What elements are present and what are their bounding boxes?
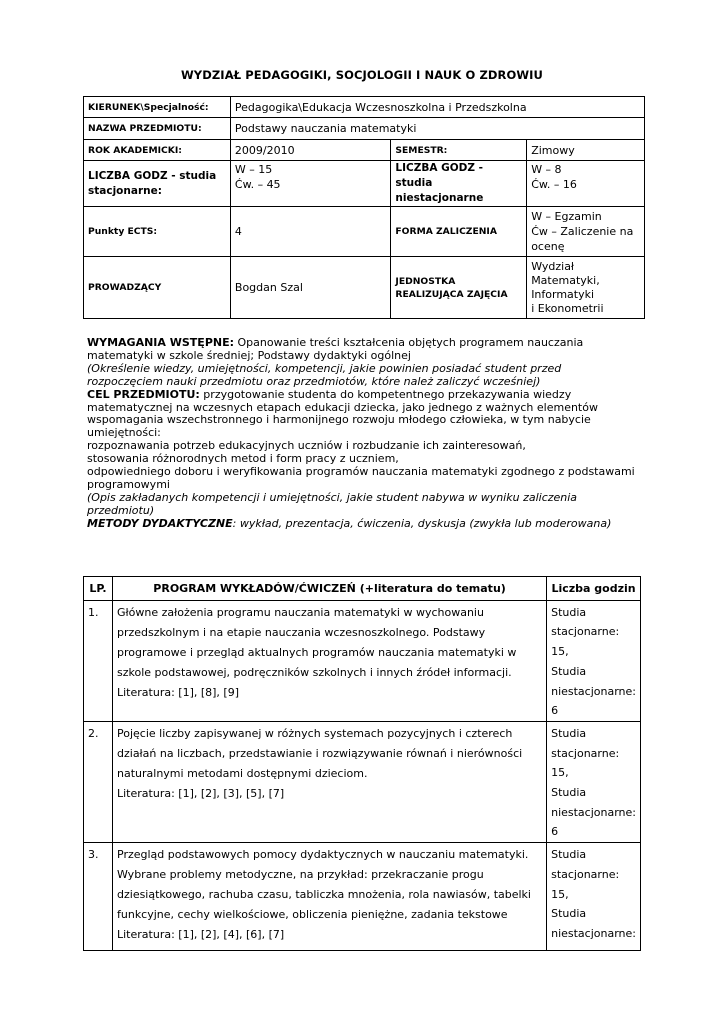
godz-niestac-label-line: LICZBA GODZ - studia <box>395 162 483 189</box>
przedmiot-value: Podstawy nauczania matematyki <box>230 118 644 140</box>
wymagania-note: rozpoczęciem nauki przedmiotu oraz przedmiotów, które należ zaliczyć wcześniej) <box>87 374 541 388</box>
row-line: działań na liczbach, przedstawianie i rozwiązywanie równań i nierówności <box>117 746 523 760</box>
page-title: WYDZIAŁ PEDAGOGIKI, SOCJOLOGII I NAUK O ZDROWIU <box>181 68 543 82</box>
row-hours-line: Studia <box>551 664 587 678</box>
wymagania-note: (Określenie wiedzy, umiejętności, kompetencji, jakie powinien posiadać student przed <box>87 361 562 375</box>
forma-c: ocenę <box>531 240 565 253</box>
cel-line <box>87 389 647 402</box>
semestr-value: Zimowy <box>527 140 645 161</box>
cel-line: matematycznej na wczesnych etapach edukacji dziecka, jako jednego z ważnych elementów <box>87 400 598 414</box>
prowadzacy-value: Bogdan Szal <box>230 257 391 319</box>
row-line: Pojęcie liczby zapisywanej w różnych systemach pozycyjnych i czterech <box>117 726 513 740</box>
godz-stac-value <box>230 161 391 207</box>
row-line: naturalnymi metodami dostępnymi dzieciom. <box>117 766 368 780</box>
row-lp: 1. <box>84 600 113 721</box>
godz-stac-label-line: LICZBA GODZ - studia <box>88 169 217 182</box>
godz-niestac-value <box>527 161 645 207</box>
rok-label: ROK AKADEMICKI: <box>84 140 231 161</box>
wymagania-line <box>87 337 647 350</box>
row-line: Wybrane problemy metodyczne, na przykład: przekraczanie progu <box>117 868 484 882</box>
row-line: Główne założenia programu nauczania matematyki w wychowaniu <box>117 605 484 619</box>
jednostka-label <box>391 257 527 319</box>
row-line: szkole podstawowej, podręczników szkolnych i innych źródeł informacji. <box>117 665 512 679</box>
metody-text: : wykład, prezentacja, ćwiczenia, dyskusja (zwykła lub moderowana) <box>232 516 612 530</box>
table-row <box>84 843 641 951</box>
row-hours-line: stacjonarne: <box>551 746 620 760</box>
jednostka-label-line: JEDNOSTKA <box>395 275 456 287</box>
jednostka-line: Wydział <box>531 259 575 273</box>
row-hours <box>547 721 641 842</box>
godz-niestac-c: Ćw. – 16 <box>531 178 577 191</box>
row-line: dziesiątkowego, rachuba czasu, tabliczka mnożenia, rola nawiasów, tabelki <box>117 888 531 902</box>
jednostka-line: Informatyki <box>531 287 595 301</box>
cel-line: wspomagania wszechstronnego i harmonijnego rozwoju młodego człowieka, w tym nabycie <box>87 413 591 427</box>
col-lp-header: LP. <box>84 577 113 601</box>
godz-stac-w: W – 15 <box>234 163 273 176</box>
row-line: Literatura: [1], [2], [4], [6], [7] <box>117 928 285 942</box>
jednostka-line: i Ekonometrii <box>531 301 604 315</box>
row-hours-line: Studia <box>551 726 587 740</box>
row-hours-line: 15, <box>551 645 569 659</box>
row-hours-line: 6 <box>551 704 559 718</box>
jednostka-line: Matematyki, <box>531 273 600 287</box>
row-hours-line: stacjonarne: <box>551 625 620 639</box>
cel-line: programowymi <box>87 477 170 491</box>
jednostka-value <box>527 257 645 319</box>
row-line: Przegląd podstawowych pomocy dydaktycznych w nauczaniu matematyki. <box>117 848 529 862</box>
col-hours-header: Liczba godzin <box>547 577 641 601</box>
table-row <box>84 600 641 721</box>
forma-w: W – Egzamin <box>531 210 602 223</box>
wymagania-label: WYMAGANIA WSTĘPNE: <box>87 336 234 349</box>
row-hours-line: Studia <box>551 848 587 862</box>
forma-value <box>527 207 645 257</box>
cel-text: przygotowanie studenta do kompetentnego przekazywania wiedzy <box>199 387 572 401</box>
cel-note: (Opis zakładanych kompetencji i umiejętności, jakie student nabywa w wyniku zaliczenia <box>87 490 578 504</box>
cel-line: stosowania różnorodnych metod i form pracy z uczniem, <box>87 452 399 466</box>
row-hours-line: niestacjonarne: <box>551 805 636 819</box>
row-hours-line: niestacjonarne: <box>551 926 636 940</box>
row-hours-line: Studia <box>551 786 587 800</box>
row-line: przedszkolnym i na etapie nauczania wczesnoszkolnego. Podstawy <box>117 625 486 639</box>
godz-niestac-label-line: niestacjonarne <box>395 192 484 204</box>
row-hours <box>547 843 641 951</box>
row-line: funkcyjne, cechy wielkościowe, obliczenia pieniężne, zadania tekstowe <box>117 908 508 922</box>
kierunek-value: Pedagogika\Edukacja Wczesnoszkolna i Przedszkolna <box>230 97 644 118</box>
program-table <box>83 576 641 951</box>
wymagania-line: matematyki w szkole średniej; Podstawy dydaktyki ogólnej <box>87 348 411 362</box>
row-lp: 3. <box>84 843 113 951</box>
ects-label: Punkty ECTS: <box>84 207 231 257</box>
row-description <box>113 721 547 842</box>
cel-line: odpowiedniego doboru i weryfikowania programów nauczania matematyki zgodnego z podstawami <box>87 465 635 479</box>
forma-label: FORMA ZALICZENIA <box>391 207 527 257</box>
ects-value: 4 <box>230 207 391 257</box>
row-hours-line: Studia <box>551 605 587 619</box>
forma-c: Ćw – Zaliczenie na <box>531 225 634 238</box>
row-hours <box>547 600 641 721</box>
wymagania-text: Opanowanie treści kształcenia objętych programem nauczania <box>234 336 584 349</box>
godz-stac-c: Ćw. – 45 <box>234 178 281 191</box>
course-info-table <box>83 96 645 319</box>
metody-line <box>87 518 647 531</box>
col-program-header: PROGRAM WYKŁADÓW/ĆWICZEŃ (+literatura do tematu) <box>113 577 547 601</box>
row-hours-line: stacjonarne: <box>551 867 620 881</box>
jednostka-label-line: REALIZUJĄCA ZAJĘCIA <box>395 288 508 300</box>
row-line: Literatura: [1], [2], [3], [5], [7] <box>117 786 285 800</box>
godz-stac-label <box>84 161 231 207</box>
godz-niestac-label <box>391 161 527 207</box>
cel-label: CEL PRZEDMIOTU: <box>87 387 200 401</box>
row-hours-line: Studia <box>551 907 587 921</box>
przedmiot-label: NAZWA PRZEDMIOTU: <box>84 118 231 140</box>
requirements-section <box>87 337 647 531</box>
kierunek-label: KIERUNEK\Specjalność: <box>84 97 231 118</box>
row-description <box>113 843 547 951</box>
godz-stac-label-line: stacjonarne: <box>88 184 162 197</box>
row-hours-line: niestacjonarne: <box>551 684 636 698</box>
semestr-label: SEMESTR: <box>391 140 527 161</box>
prowadzacy-label: PROWADZĄCY <box>84 257 231 319</box>
metody-label: METODY DYDAKTYCZNE <box>87 516 233 530</box>
godz-niestac-w: W – 8 <box>531 163 562 176</box>
cel-line: rozpoznawania potrzeb edukacyjnych uczniów i rozbudzanie ich zainteresowań, <box>87 439 526 453</box>
row-lp: 2. <box>84 721 113 842</box>
row-hours-line: 15, <box>551 887 569 901</box>
row-line: programowe i przegląd aktualnych programów nauczania matematyki w <box>117 645 517 659</box>
row-line: Literatura: [1], [8], [9] <box>117 685 240 699</box>
table-row <box>84 721 641 842</box>
rok-value: 2009/2010 <box>230 140 391 161</box>
cel-line: umiejętności: <box>87 426 161 440</box>
row-description <box>113 600 547 721</box>
cel-note: przedmiotu) <box>87 503 155 517</box>
row-hours-line: 15, <box>551 766 569 780</box>
row-hours-line: 6 <box>551 825 559 839</box>
